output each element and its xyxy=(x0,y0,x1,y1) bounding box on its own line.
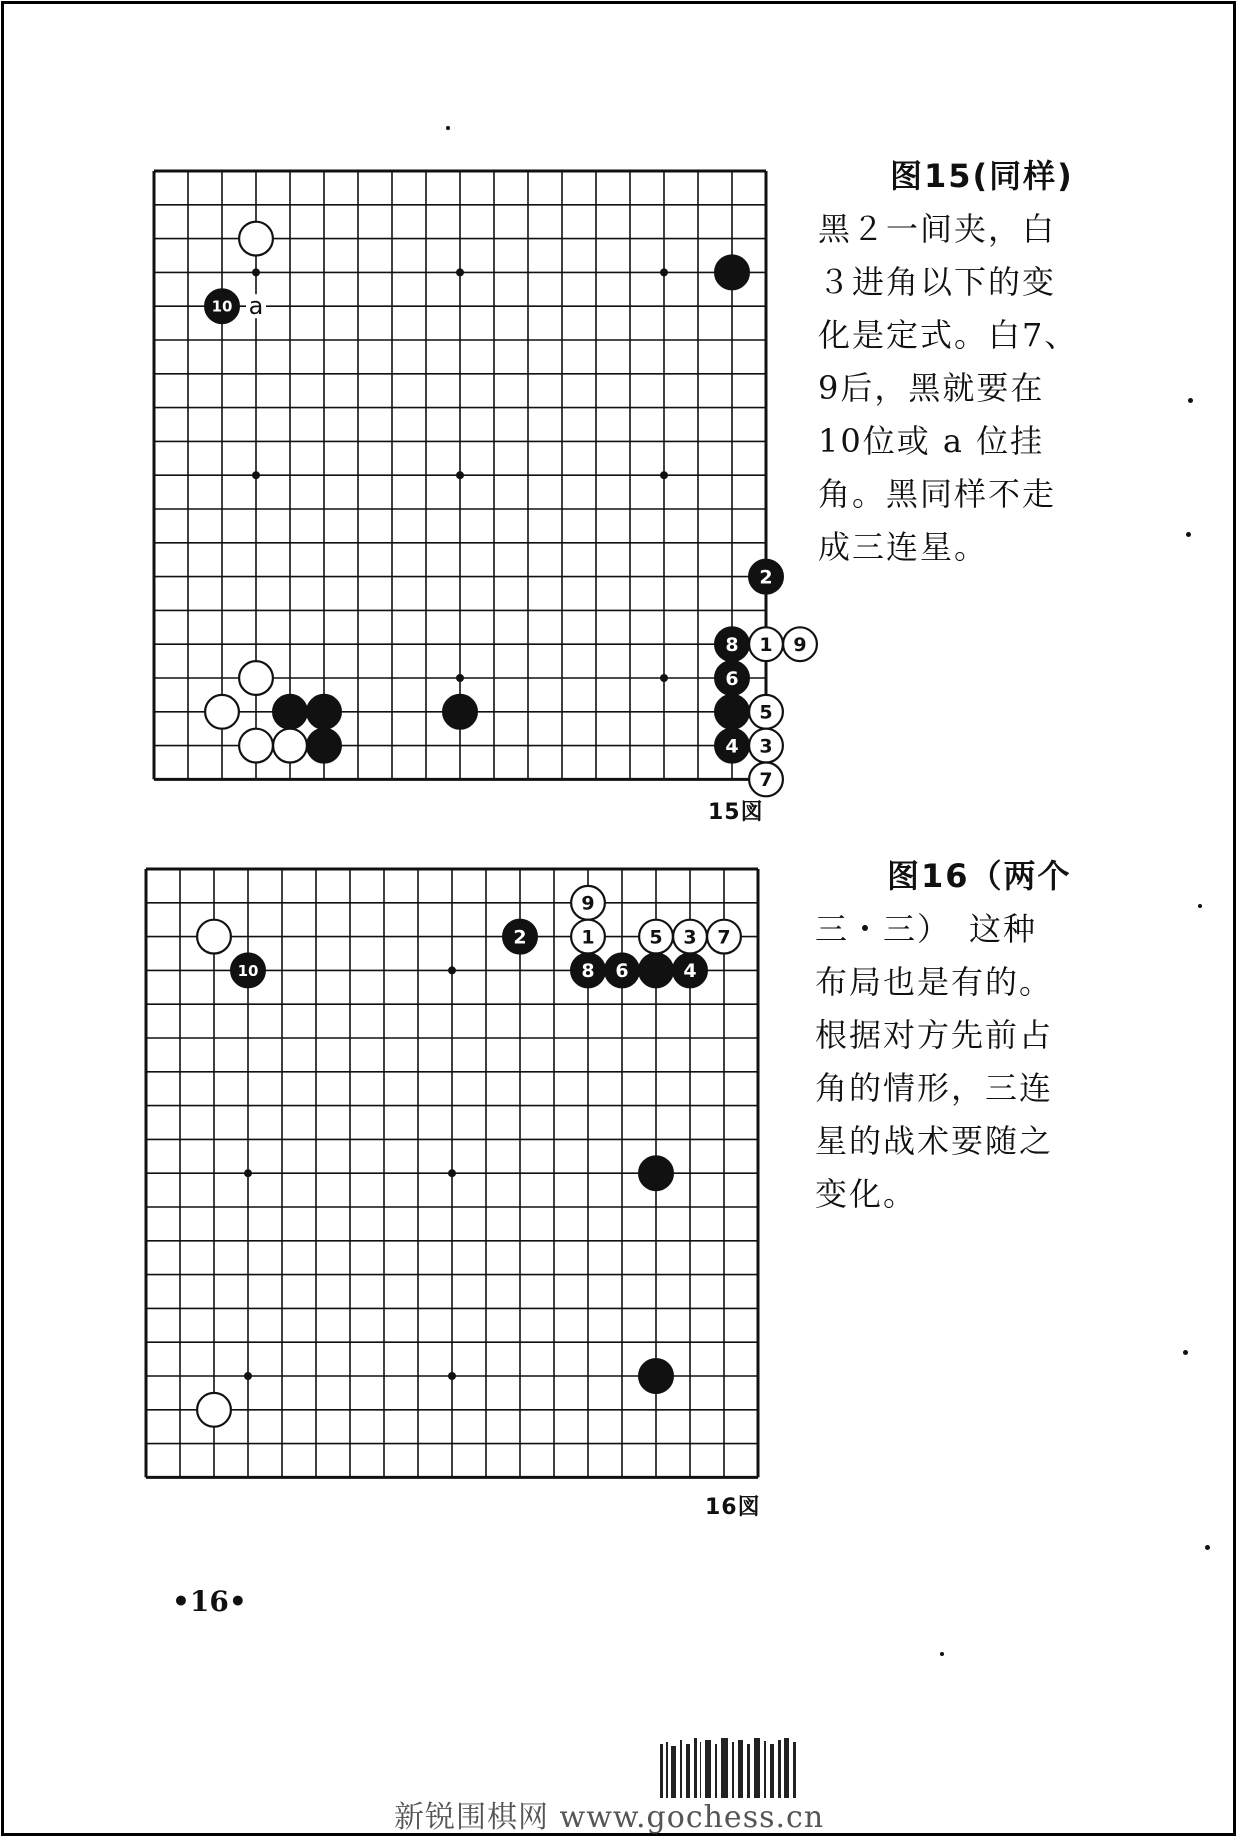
white-stone xyxy=(239,222,273,256)
move-number: 7 xyxy=(717,926,731,949)
black-stone xyxy=(715,695,749,729)
move-number: 8 xyxy=(581,960,595,983)
white-stone xyxy=(205,695,239,729)
star-point xyxy=(660,268,668,276)
black-stone xyxy=(639,1156,673,1190)
site-watermark: 新锐围棋网 www.gochess.cn xyxy=(394,1800,825,1835)
move-number: 2 xyxy=(759,566,773,589)
star-point xyxy=(456,674,464,682)
move-number: 4 xyxy=(725,735,739,758)
scan-speck xyxy=(1186,532,1191,537)
figure-text-line: 变化。 xyxy=(815,1175,918,1213)
figure-caption-fig15: 15図 xyxy=(708,800,764,825)
move-number: 5 xyxy=(649,926,663,949)
star-point xyxy=(456,268,464,276)
move-number: 8 xyxy=(725,634,739,657)
move-number: 1 xyxy=(759,634,773,657)
move-number: 5 xyxy=(759,701,773,724)
move-number: 9 xyxy=(581,892,595,915)
move-number: 3 xyxy=(683,926,697,949)
white-stone xyxy=(197,920,231,954)
move-number: 9 xyxy=(793,634,807,657)
figure-text-line: 角。黑同样不走 xyxy=(818,475,1057,513)
scan-speck xyxy=(446,126,450,130)
black-stone xyxy=(307,695,341,729)
figure-text-fig16 xyxy=(815,850,1072,1221)
figure-text-line: 根据对方先前占 xyxy=(815,1016,1054,1054)
go-board-fig16 xyxy=(140,865,770,1485)
figure-text-line: 10位或 a 位挂 xyxy=(818,422,1045,460)
scan-speck xyxy=(1188,398,1193,403)
scan-speck xyxy=(1205,1545,1210,1550)
go-board-fig15 xyxy=(148,165,807,792)
move-number: 7 xyxy=(759,769,773,792)
white-stone xyxy=(273,729,307,763)
figure-title-fig15: 图15(同样) xyxy=(890,157,1074,195)
figure-text-line: 三・三） 这种 xyxy=(815,910,1038,948)
figure-text-line: 化是定式。白7、 xyxy=(818,316,1079,354)
move-number: 10 xyxy=(211,297,233,316)
star-point xyxy=(448,966,456,974)
black-stone xyxy=(273,695,307,729)
figure-text-line: 星的战术要随之 xyxy=(815,1122,1054,1160)
barcode-graphic xyxy=(660,1738,802,1798)
scan-speck xyxy=(940,1652,944,1656)
figure-text-line: 成三连星。 xyxy=(818,528,989,566)
white-stone xyxy=(239,661,273,695)
figure-text-line: 布局也是有的。 xyxy=(815,963,1054,1001)
black-stone xyxy=(639,1359,673,1393)
scan-speck xyxy=(1183,1350,1188,1355)
figure-text-line: 黑２一间夹，白 xyxy=(818,210,1057,248)
board-svg-fig15 xyxy=(148,165,807,792)
black-stone xyxy=(639,954,673,988)
move-number: 4 xyxy=(683,960,697,983)
star-point xyxy=(252,268,260,276)
scan-speck xyxy=(1198,904,1202,908)
star-point xyxy=(252,471,260,479)
figure-text-line: 角的情形，三连 xyxy=(815,1069,1054,1107)
black-stone xyxy=(307,729,341,763)
board-point-label: a xyxy=(248,292,264,321)
star-point xyxy=(448,1169,456,1177)
star-point xyxy=(448,1372,456,1380)
figure-caption-fig16: 16図 xyxy=(705,1495,761,1520)
move-number: 10 xyxy=(237,961,259,980)
star-point xyxy=(660,471,668,479)
move-number: 2 xyxy=(513,926,527,949)
figure-title-fig16: 图16（两个 xyxy=(887,857,1072,895)
page-number: •16• xyxy=(172,1585,247,1618)
black-stone xyxy=(443,695,477,729)
white-stone xyxy=(239,729,273,763)
move-number: 3 xyxy=(759,735,773,758)
star-point xyxy=(456,471,464,479)
figure-text-fig15 xyxy=(818,150,1078,574)
move-number: 1 xyxy=(581,926,595,949)
move-number: 6 xyxy=(615,960,629,983)
figure-text-line: 9后，黑就要在 xyxy=(818,369,1045,407)
move-number: 6 xyxy=(725,667,739,690)
black-stone xyxy=(715,256,749,290)
star-point xyxy=(244,1169,252,1177)
star-point xyxy=(660,674,668,682)
figure-text-line: ３进角以下的变 xyxy=(818,263,1057,301)
white-stone xyxy=(197,1393,231,1427)
star-point xyxy=(244,1372,252,1380)
board-svg-fig16 xyxy=(140,865,770,1485)
